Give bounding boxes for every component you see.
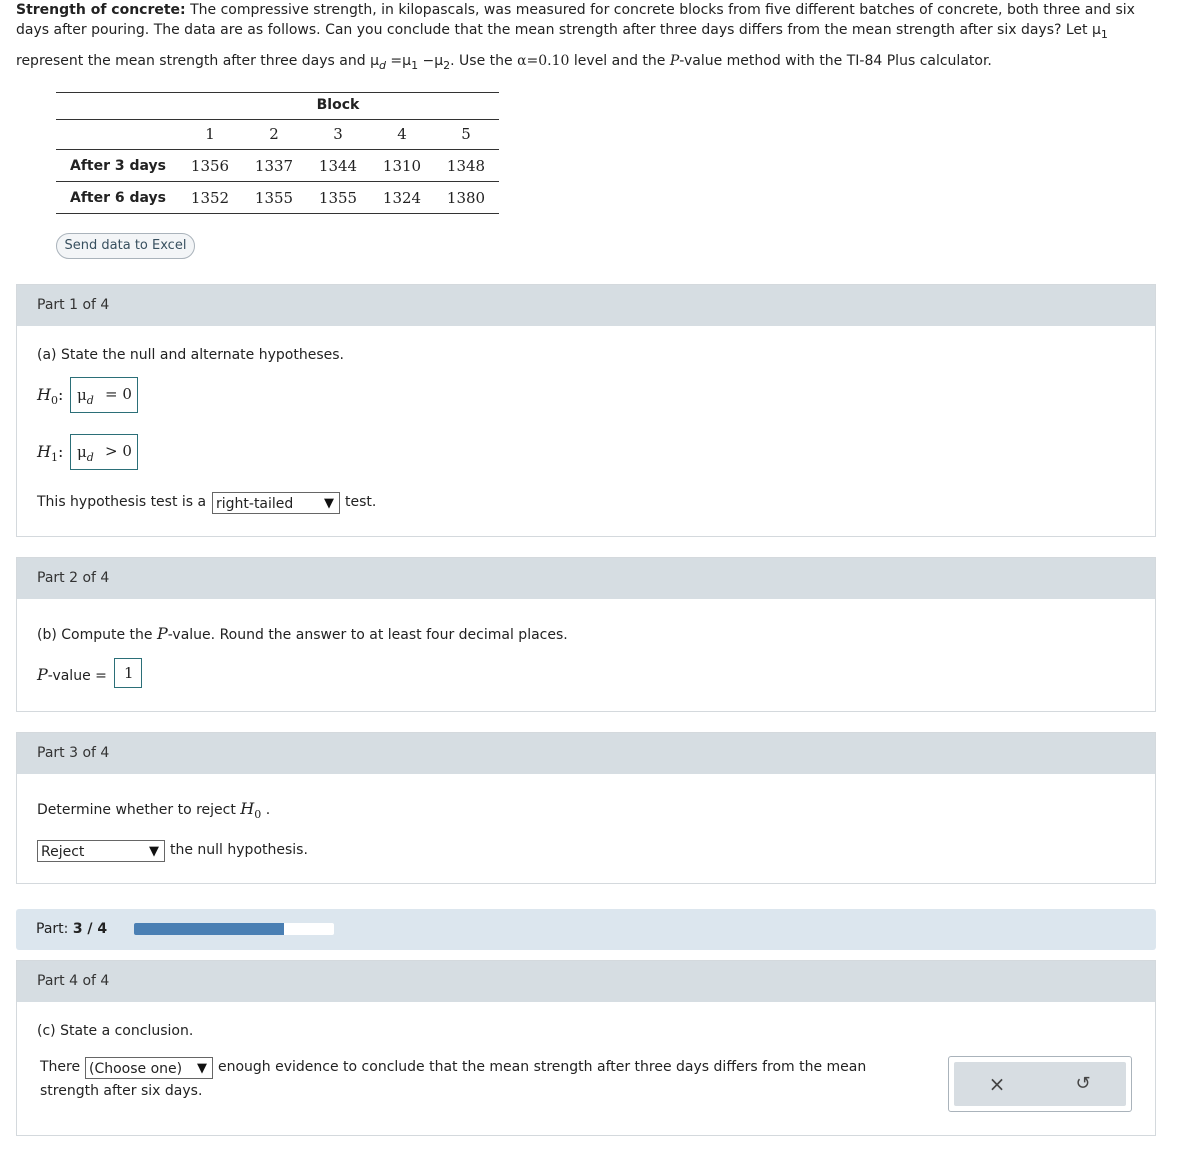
part-1-header: Part 1 of 4 [17,285,1155,326]
close-icon: × [988,1072,1006,1096]
conclusion-prefix: There [40,1059,81,1075]
table-cell: 1344 [318,157,358,175]
answer-actions [948,1056,1132,1112]
intro-text-2: days after pouring. The data are as follows. Can you conclude that the mean strength after three days differs from the mean strength after six days? Let μ [16,22,1101,38]
intro-text-3b: =μ [385,53,412,69]
p-variable: P [37,665,48,684]
col-header: 3 [333,125,343,143]
table-cell: 1352 [190,189,230,207]
clear-button[interactable] [954,1062,1040,1106]
table-cell: 1380 [446,189,486,207]
h0-input[interactable] [70,377,138,413]
reject-select[interactable] [37,840,165,862]
col-header: 1 [205,125,215,143]
pvalue-value: 1 [124,664,134,682]
dropdown-arrow-icon: ▼ [197,1061,207,1076]
intro-text-3c: −μ [418,53,444,69]
h1-label: $H_1$: [37,442,64,464]
conclusion-line-2: strength after six days. [40,1083,203,1099]
conclusion-select-value: (Choose one) [89,1061,183,1077]
intro-line-2 [16,20,1108,41]
h1-input[interactable] [70,434,138,470]
table-cell: 1310 [382,157,422,175]
tail-suffix: test. [345,494,377,510]
intro-text-3d: . Use the [450,53,518,69]
part-4-prompt: (c) State a conclusion. [37,1023,194,1039]
p-variable: P [669,53,680,69]
table-cell: 1337 [254,157,294,175]
h0-relation: = 0 [105,385,132,403]
reset-button[interactable] [1040,1062,1126,1106]
part-3-header: Part 3 of 4 [17,733,1155,774]
pvalue-label-text: -value = [47,668,107,684]
progress-label [36,921,107,937]
dropdown-arrow-icon: ▼ [149,844,159,859]
col-header: 2 [269,125,279,143]
mu-d-symbol: $\mu_d$ [77,443,94,464]
table-cell: 1324 [382,189,422,207]
intro-text-3f: -value method with the TI-84 Plus calculator. [679,53,992,69]
part-1-panel [16,284,1156,537]
part-3-prompt-text: Determine whether to reject [37,802,241,818]
h0-symbol: $H_0$ [240,799,262,821]
mu-d-symbol: $\mu_d$ [77,386,94,407]
progress-bar [134,923,334,935]
intro-text-3a: represent the mean strength after three days and μ [16,53,379,69]
part-2-prompt [37,624,568,643]
table-cell: 1356 [190,157,230,175]
part-2-prompt-a: (b) Compute the [37,627,157,643]
h0-label: $H_0$: [37,385,64,407]
subscript-1: 1 [1100,28,1108,41]
tail-prefix: This hypothesis test is a [37,494,207,510]
part-1-prompt: (a) State the null and alternate hypotheses. [37,347,344,363]
pvalue-label [37,665,107,684]
row-label: After 3 days [70,158,167,174]
col-header: 5 [461,125,471,143]
problem-title: Strength of concrete: [16,2,186,18]
intro-text-1: The compressive strength, in kilopascals, was measured for concrete blocks from five different batches of concrete, both three and six [185,2,1135,18]
part-3-panel [16,732,1156,884]
subscript-d: d [378,59,386,72]
reject-select-value: Reject [41,844,85,860]
part-3-suffix: the null hypothesis. [170,842,308,858]
subscript-2: 2 [443,59,451,72]
send-to-excel-button[interactable]: Send data to Excel [56,233,195,259]
conclusion-line-1: enough evidence to conclude that the mean strength after three days differs from the mean [218,1059,867,1075]
progress-bar-fill [134,923,284,935]
table-header-block: Block [316,97,360,113]
part-2-header: Part 2 of 4 [17,558,1155,599]
intro-text-3e: level and the [569,53,670,69]
subscript-1b: 1 [411,59,419,72]
tail-select-value: right-tailed [216,496,294,512]
alpha-value: α=0.10 [517,53,570,69]
row-label: After 6 days [70,190,167,206]
col-header: 4 [397,125,407,143]
reset-icon: ↺ [1075,1073,1091,1094]
part-2-panel [16,557,1156,712]
intro-line-3 [16,51,992,72]
table-cell: 1355 [254,189,294,207]
progress-panel [16,909,1156,950]
h1-relation: > 0 [105,442,132,460]
part-2-prompt-b: -value. Round the answer to at least four decimal places. [167,627,568,643]
table-cell: 1355 [318,189,358,207]
progress-value: 3 / 4 [72,921,108,937]
part-4-header: Part 4 of 4 [17,961,1155,1002]
conclusion-select[interactable] [85,1057,213,1079]
tail-select[interactable] [212,492,340,514]
dropdown-arrow-icon: ▼ [324,496,334,511]
p-variable: P [156,624,168,643]
intro-line-1 [16,0,1135,20]
part-3-prompt: Determine whether to reject $H_0$ . [37,799,271,821]
table-cell: 1348 [446,157,486,175]
progress-label-text: Part: [36,921,69,937]
pvalue-input[interactable] [114,658,142,688]
